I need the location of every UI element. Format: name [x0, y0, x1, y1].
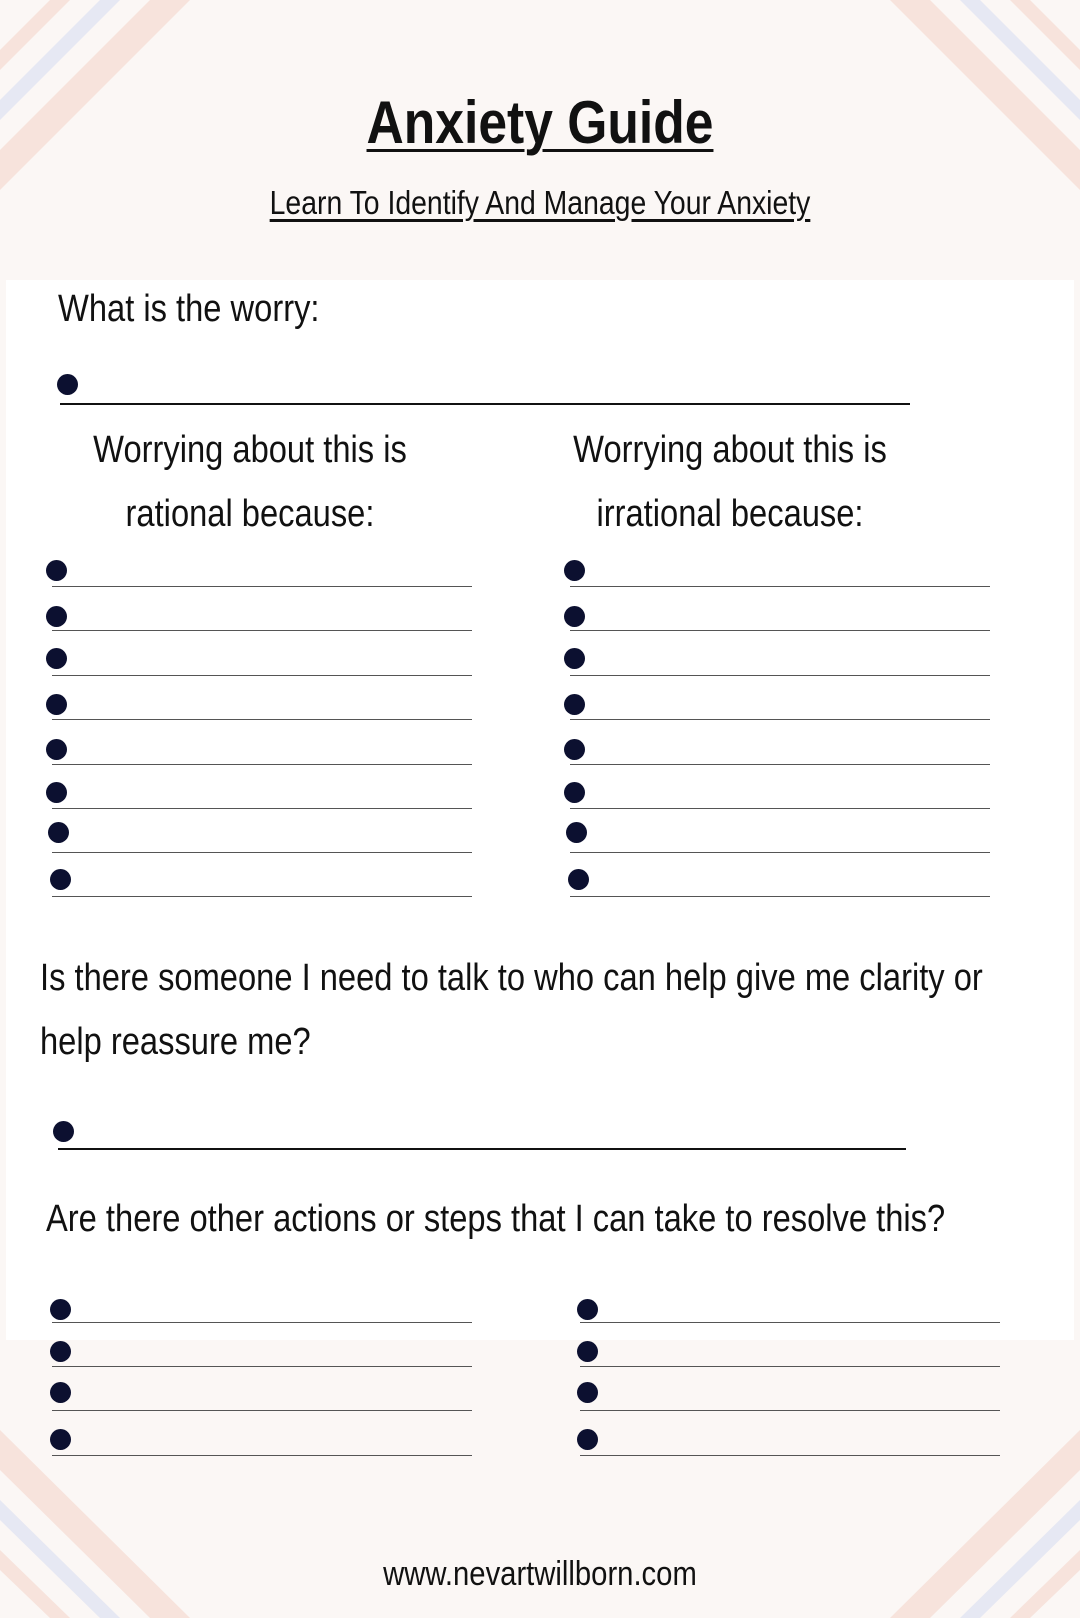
rational-bullet — [46, 648, 67, 669]
talk-prompt — [40, 946, 983, 1074]
irrational-answer-line[interactable] — [570, 808, 990, 809]
rational-answer-line[interactable] — [52, 719, 472, 720]
actions-left-answer-line[interactable] — [52, 1322, 472, 1323]
actions-left-bullet — [50, 1382, 71, 1403]
actions-left-answer-line[interactable] — [52, 1455, 472, 1456]
rational-heading-line-2: rational because: — [125, 493, 375, 535]
irrational-heading-line-2: irrational because: — [596, 493, 864, 535]
actions-left-bullet — [50, 1341, 71, 1362]
actions-right-bullet — [577, 1341, 598, 1362]
irrational-answer-line[interactable] — [570, 764, 990, 765]
actions-left-answer-line[interactable] — [52, 1410, 472, 1411]
talk-prompt-line-2: help reassure me? — [40, 1021, 311, 1063]
rational-answer-line[interactable] — [52, 808, 472, 809]
rational-bullet — [46, 739, 67, 760]
irrational-bullet — [564, 782, 585, 803]
rational-bullet — [48, 822, 69, 843]
worry-bullet — [57, 374, 78, 395]
rational-answer-line[interactable] — [52, 630, 472, 631]
irrational-bullet — [564, 739, 585, 760]
footer-website: www.nevartwillborn.com — [383, 1555, 697, 1593]
actions-right-answer-line[interactable] — [580, 1322, 1000, 1323]
actions-left-bullet — [50, 1299, 71, 1320]
irrational-answer-line[interactable] — [570, 719, 990, 720]
actions-right-answer-line[interactable] — [580, 1410, 1000, 1411]
actions-right-bullet — [577, 1429, 598, 1450]
worry-answer-line[interactable] — [60, 403, 910, 405]
irrational-answer-line[interactable] — [570, 896, 990, 897]
irrational-bullet — [564, 694, 585, 715]
talk-answer-line[interactable] — [58, 1148, 906, 1150]
rational-heading-line-1: Worrying about this is — [93, 429, 407, 471]
actions-right-bullet — [577, 1299, 598, 1320]
talk-bullet — [53, 1121, 74, 1142]
rational-heading — [69, 418, 430, 546]
irrational-bullet — [564, 606, 585, 627]
irrational-heading-line-1: Worrying about this is — [573, 429, 887, 471]
rational-bullet — [46, 606, 67, 627]
rational-bullet — [50, 869, 71, 890]
page-title: Anxiety Guide — [366, 89, 714, 156]
irrational-bullet — [564, 648, 585, 669]
irrational-answer-line[interactable] — [570, 630, 990, 631]
irrational-answer-line[interactable] — [570, 675, 990, 676]
actions-prompt: Are there other actions or steps that I can take to resolve this? — [46, 1198, 946, 1240]
irrational-answer-line[interactable] — [570, 586, 990, 587]
irrational-bullet — [566, 822, 587, 843]
irrational-heading — [549, 418, 910, 546]
rational-answer-line[interactable] — [52, 896, 472, 897]
irrational-answer-line[interactable] — [570, 852, 990, 853]
actions-right-answer-line[interactable] — [580, 1366, 1000, 1367]
irrational-bullet — [564, 560, 585, 581]
rational-answer-line[interactable] — [52, 586, 472, 587]
rational-bullet — [46, 782, 67, 803]
rational-answer-line[interactable] — [52, 852, 472, 853]
rational-bullet — [46, 560, 67, 581]
rational-bullet — [46, 694, 67, 715]
actions-left-bullet — [50, 1429, 71, 1450]
rational-answer-line[interactable] — [52, 764, 472, 765]
actions-left-answer-line[interactable] — [52, 1366, 472, 1367]
actions-right-answer-line[interactable] — [580, 1455, 1000, 1456]
rational-answer-line[interactable] — [52, 675, 472, 676]
worry-prompt: What is the worry: — [58, 288, 320, 330]
actions-right-bullet — [577, 1382, 598, 1403]
irrational-bullet — [568, 869, 589, 890]
page-subtitle: Learn To Identify And Manage Your Anxiety — [269, 184, 811, 221]
talk-prompt-line-1: Is there someone I need to talk to who can help give me clarity or — [40, 957, 983, 999]
